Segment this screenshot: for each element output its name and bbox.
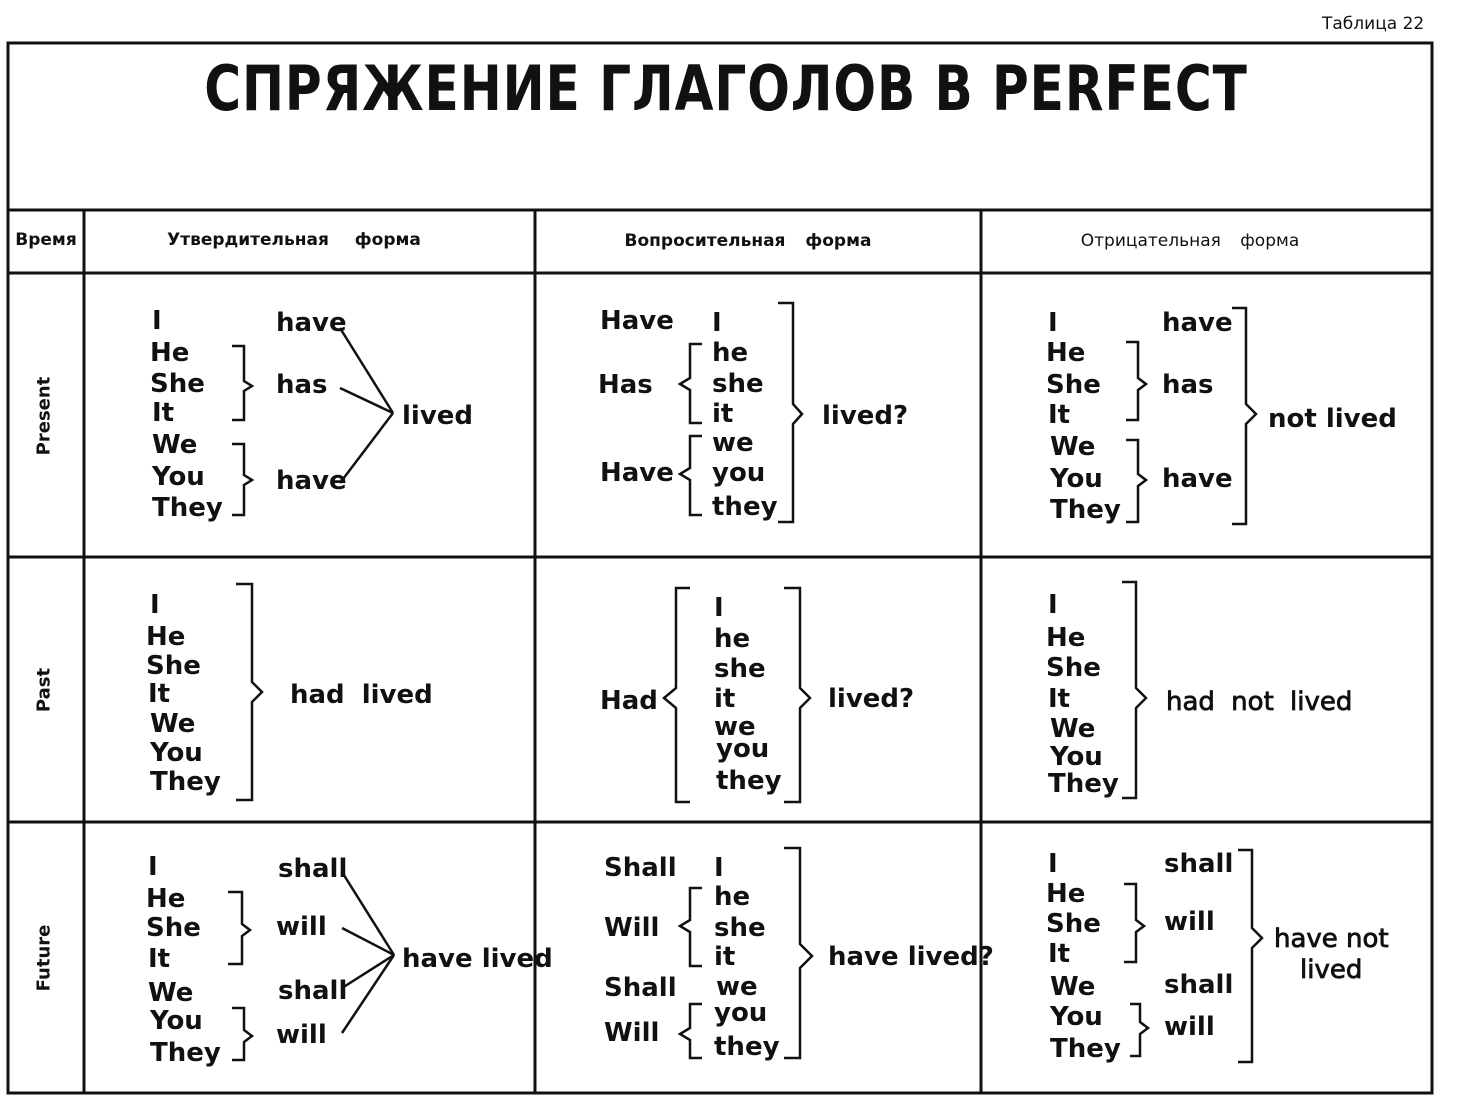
auxiliary: Shall [604, 853, 677, 883]
pronoun: You [1050, 464, 1103, 494]
pronoun: They [152, 493, 223, 523]
pronoun: I [712, 308, 722, 338]
pronoun: I [714, 853, 724, 883]
pronoun: She [146, 913, 201, 943]
auxiliary: Had [600, 686, 658, 716]
pronoun: He [1046, 338, 1086, 368]
pronoun: they [716, 766, 782, 796]
pronoun: We [150, 709, 196, 739]
pronoun: It [152, 398, 175, 428]
auxiliary: have [1162, 308, 1233, 338]
pronoun: It [148, 944, 171, 974]
pronoun: We [152, 430, 198, 460]
pronoun: She [1046, 653, 1101, 683]
pronoun: I [714, 593, 724, 623]
pronoun: I [148, 852, 158, 882]
pronoun: You [1050, 742, 1103, 772]
verb-form: lived [1300, 955, 1363, 985]
pronoun: I [152, 306, 162, 336]
pronoun: you [712, 458, 766, 488]
pronoun: They [1050, 1034, 1121, 1064]
pronoun: we [714, 712, 756, 742]
pronoun: She [1046, 370, 1101, 400]
pronoun: He [146, 622, 186, 652]
pronoun: he [714, 882, 751, 912]
pronoun: She [150, 369, 205, 399]
pronoun: They [1048, 769, 1119, 799]
pronoun: He [1046, 879, 1086, 909]
present-int-brackets [680, 303, 802, 522]
pronoun: She [1046, 909, 1101, 939]
auxiliary: will [1164, 1012, 1215, 1042]
pronoun: It [1048, 939, 1071, 969]
pronoun: You [152, 462, 205, 492]
pronoun: it [714, 942, 736, 972]
pronoun: she [712, 369, 764, 399]
auxiliary: shall [1164, 849, 1234, 879]
page-title: СПРЯЖЕНИЕ ГЛАГОЛОВ В PERFECT [204, 52, 1248, 125]
pronoun: They [1050, 495, 1121, 525]
pronoun: you [716, 734, 770, 764]
verb-form: have lived? [828, 942, 994, 972]
pronoun: They [150, 1038, 221, 1068]
auxiliary: will [276, 1020, 327, 1050]
pronoun: I [1048, 308, 1058, 338]
pronoun: They [150, 767, 221, 797]
pronoun: He [150, 338, 190, 368]
pronoun: I [1048, 590, 1058, 620]
pronoun: She [146, 651, 201, 681]
header-negative: Отрицательная форма [1080, 231, 1300, 251]
pronoun: I [1048, 849, 1058, 879]
header-interrogative: Вопросительная форма [624, 231, 872, 251]
auxiliary: will [276, 912, 327, 942]
verb-form: have not [1274, 924, 1389, 954]
pronoun: they [714, 1032, 780, 1062]
verb-form: lived? [828, 684, 915, 714]
pronoun: they [712, 492, 778, 522]
auxiliary: have [276, 466, 347, 496]
auxiliary: Have [600, 458, 674, 488]
pronoun: It [1048, 400, 1071, 430]
pronoun: it [712, 399, 734, 429]
table-number: Таблица 22 [1322, 14, 1425, 34]
pronoun: It [1048, 684, 1071, 714]
auxiliary: have [276, 308, 347, 338]
verb-form: have lived [402, 944, 553, 974]
pronoun: We [1050, 714, 1096, 744]
verb-form: lived [402, 401, 474, 431]
header-time: Время [15, 230, 77, 250]
auxiliary: Will [604, 1018, 660, 1048]
auxiliary: will [1164, 907, 1215, 937]
pronoun: It [148, 679, 171, 709]
auxiliary: Shall [604, 973, 677, 1003]
pronoun: You [150, 1006, 203, 1036]
pronoun: he [712, 338, 749, 368]
pronoun: We [148, 978, 194, 1008]
pronoun: we [716, 972, 758, 1002]
auxiliary: has [276, 370, 328, 400]
pronoun: We [1050, 432, 1096, 462]
pronoun: He [1046, 623, 1086, 653]
auxiliary: shall [278, 854, 348, 884]
pronoun: it [714, 684, 736, 714]
auxiliary: Has [598, 370, 653, 400]
pronoun: you [714, 998, 768, 1028]
auxiliary: shall [1164, 970, 1234, 1000]
row-label-future: Future [33, 924, 55, 992]
verb-form: lived? [822, 401, 909, 431]
auxiliary: have [1162, 464, 1233, 494]
pronoun: she [714, 913, 766, 943]
pronoun: You [1050, 1002, 1103, 1032]
auxiliary: has [1162, 370, 1214, 400]
pronoun: We [1050, 972, 1096, 1002]
row-label-present: Present [33, 376, 55, 456]
pronoun: You [150, 738, 203, 768]
verb-form: not lived [1268, 404, 1397, 434]
row-label-past: Past [33, 667, 55, 713]
pronoun: we [712, 428, 754, 458]
auxiliary: shall [278, 976, 348, 1006]
pronoun: He [146, 884, 186, 914]
pronoun: she [714, 654, 766, 684]
pronoun: he [714, 624, 751, 654]
auxiliary: Will [604, 913, 660, 943]
verb-form: had lived [290, 680, 433, 710]
header-affirmative: Утвердительная форма [167, 230, 421, 250]
verb-form: had not lived [1166, 687, 1353, 717]
pronoun: I [150, 590, 160, 620]
auxiliary: Have [600, 306, 674, 336]
